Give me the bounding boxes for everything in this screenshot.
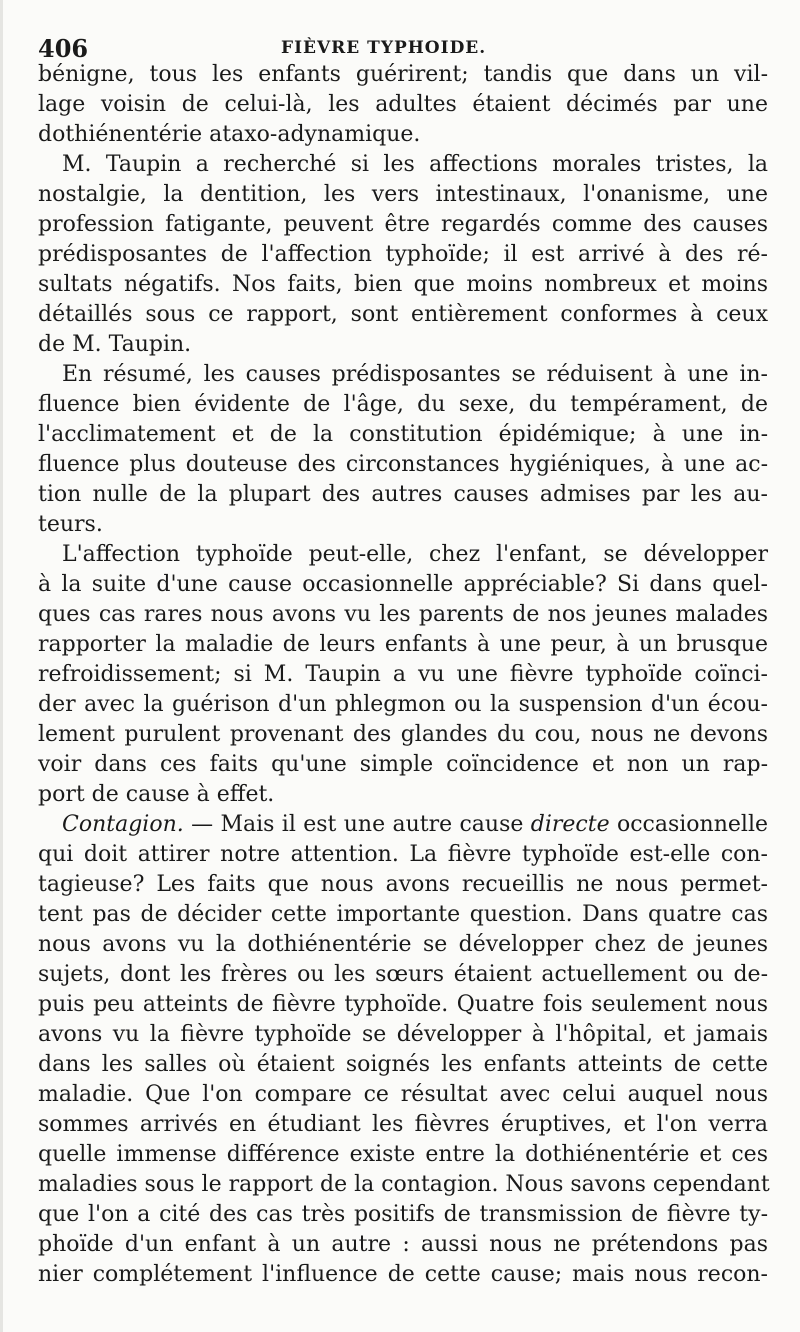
text-line: nous avons vu la dothiénentérie se développer chez de jeunes — [38, 932, 768, 957]
text-line: sujets, dont les frères ou les sœurs étaient actuellement ou de- — [38, 962, 768, 987]
text-line: teurs. — [38, 512, 103, 537]
text-line: fluence bien évidente de l'âge, du sexe, du tempérament, de — [38, 392, 768, 417]
text-line: dans les salles où étaient soignés les enfants atteints de cette — [38, 1052, 768, 1077]
text-line: der avec la guérison d'un phlegmon ou la suspension d'un écou- — [38, 692, 768, 717]
body-text — [38, 60, 768, 1290]
text-line: puis peu atteints de fièvre typhoïde. Quatre fois seulement nous — [38, 992, 768, 1017]
text-line: refroidissement; si M. Taupin a vu une fièvre typhoïde coïnci- — [38, 662, 768, 687]
text-line: fluence plus douteuse des circonstances hygiéniques, à une ac- — [38, 452, 768, 477]
text-line: à la suite d'une cause occasionnelle appréciable? Si dans quel- — [38, 572, 768, 597]
text-line: sultats négatifs. Nos faits, bien que moins nombreux et moins — [38, 272, 768, 297]
text-line: ques cas rares nous avons vu les parents de nos jeunes malades — [38, 602, 768, 627]
text-line: lement purulent provenant des glandes du cou, nous ne devons — [38, 722, 768, 747]
contagion-heading: Contagion. — [62, 812, 184, 837]
text-line: nostalgie, la dentition, les vers intestinaux, l'onanisme, une — [38, 182, 768, 207]
page-header — [38, 34, 768, 62]
text-line: sommes arrivés en étudiant les fièvres éruptives, et l'on verra — [38, 1112, 768, 1137]
text-line: profession fatigante, peuvent être regardés comme des causes — [38, 212, 768, 237]
text-line: bénigne, tous les enfants guérirent; tandis que dans un vil- — [38, 62, 768, 87]
text-line: quelle immense différence existe entre la dothiénentérie et ces — [38, 1142, 768, 1167]
text-line: tion nulle de la plupart des autres causes admises par les au- — [38, 482, 768, 507]
directe-emphasis: directe — [530, 812, 610, 837]
text-line: tent pas de décider cette importante question. Dans quatre cas — [38, 902, 768, 927]
text-line: dothiénentérie ataxo-adynamique. — [38, 122, 421, 147]
text-line: détaillés sous ce rapport, sont entièrement conformes à ceux — [38, 302, 768, 327]
text-line: En résumé, les causes prédisposantes se réduisent à une in- — [62, 362, 768, 387]
text-line: que l'on a cité des cas très positifs de transmission de fièvre ty- — [38, 1202, 768, 1227]
text-line: de M. Taupin. — [38, 332, 192, 357]
text-line: rapporter la maladie de leurs enfants à une peur, à un brusque — [38, 632, 768, 657]
text-line: qui doit attirer notre attention. La fièvre typhoïde est-elle con- — [38, 842, 768, 867]
page-number: 406 — [38, 34, 89, 63]
text-line: voir dans ces faits qu'une simple coïncidence et non un rap- — [38, 752, 768, 777]
text-line: avons vu la fièvre typhoïde se développer à l'hôpital, et jamais — [38, 1022, 768, 1047]
text-line: l'acclimatement et de la constitution épidémique; à une in- — [38, 422, 768, 447]
text-line: port de cause à effet. — [38, 782, 275, 807]
page-edge-shadow — [0, 0, 3, 1332]
running-title: FIÈVRE TYPHOIDE. — [281, 38, 487, 58]
contagion-text: — Mais il est une autre cause — [183, 812, 531, 837]
text-line: L'affection typhoïde peut-elle, chez l'enfant, se développer — [62, 542, 768, 567]
contagion-line — [38, 810, 768, 840]
contagion-text-end: occasionnelle — [609, 812, 768, 837]
text-line: lage voisin de celui-là, les adultes étaient décimés par une — [38, 92, 768, 117]
text-line: phoïde d'un enfant à un autre : aussi nous ne prétendons pas — [38, 1232, 768, 1257]
text-line: nier complétement l'influence de cette cause; mais nous recon- — [38, 1262, 768, 1287]
text-line: prédisposantes de l'affection typhoïde; il est arrivé à des ré- — [38, 242, 768, 267]
text-line: maladie. Que l'on compare ce résultat avec celui auquel nous — [38, 1082, 768, 1107]
text-line: tagieuse? Les faits que nous avons recueillis ne nous permet- — [38, 872, 768, 897]
text-line: maladies sous le rapport de la contagion. Nous savons cependant — [38, 1172, 770, 1197]
text-line: M. Taupin a recherché si les affections morales tristes, la — [62, 152, 768, 177]
